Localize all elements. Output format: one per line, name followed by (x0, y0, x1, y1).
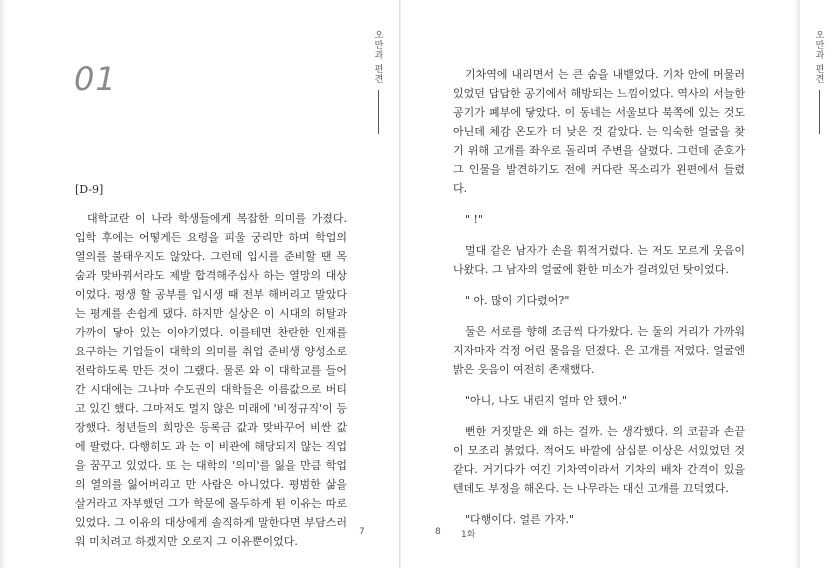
chapter-title-footer: 1화 (461, 530, 476, 540)
running-head-right (812, 30, 826, 134)
page-number-right: 8 (435, 527, 441, 537)
dialogue-line: "다행이다. 얼른 가자." (465, 513, 575, 526)
running-head-left (371, 30, 385, 134)
body-paragraph: 멀대 같은 남자가 손을 휘적거렸다. 는 저도 모르게 웃음이 나왔다. 그 남자의 얼굴에 환한 미소가 걸려있던 탓이었다. (453, 244, 745, 276)
dialogue-line: "아니, 나도 내린지 얼마 안 됐어." (465, 394, 628, 407)
running-head-label: 오만과 편견 (372, 30, 383, 84)
page-edge-left (0, 0, 6, 568)
right-page-body (453, 65, 745, 529)
body-paragraph: 뻔한 거짓말은 왜 하는 걸까. 는 생각했다. 의 코끝과 손끝이 모조리 붉었다. 적어도 바깥에 삼십분 이상은 서있었던 것 같다. 거기다가 여긴 기차역이라서 기차의 배차 간격이 있을 텐데도 부정을 해온다. 는 나무라는 대신 고개를 끄덕였다. (453, 425, 745, 495)
chapter-number: 01 (74, 60, 117, 98)
left-page-body (75, 180, 347, 551)
left-page (0, 0, 399, 568)
body-paragraph: 기차역에 내리면서 는 큰 숨을 내뱉었다. 기차 안에 머물러 있었던 답답한 공기에서 해방되는 느낌이었다. 역사의 서늘한 공기가 폐부에 닿았다. 이 동네는 서울보다 북쪽에 있는 것도 아닌데 체감 온도가 더 낮은 것 같았다. 는 익숙한 얼굴을 찾기 위해 고개를 좌우로 돌리며 주변을 살폈다. 그런데 준호가 그 인물을 발견하기도 전에 커다란 목소리가 왼편에서 들렸다. (453, 68, 745, 195)
dialogue-line: " !" (465, 213, 484, 226)
day-marker: [D-9] (75, 183, 104, 196)
right-page (401, 0, 824, 568)
running-head-label: 오만과 편견 (813, 30, 824, 84)
running-head-rule (378, 90, 379, 134)
body-paragraph: 둘은 서로를 향해 조금씩 다가왔다. 는 둘의 거리가 가까워지자마자 걱정 어린 물음을 던졌다. 은 고개를 저었다. 얼굴엔 밝은 웃음이 여전히 존재했다. (453, 325, 745, 376)
dialogue-line: " 아. 많이 기다렸어?" (465, 294, 570, 307)
body-paragraph: 대학교란 이 나라 학생들에게 복잡한 의미를 가졌다. 입학 후에는 어떻게든 요령을 피울 궁리만 하며 학업의 열의를 불태우지도 않았다. 그런데 입시를 준비할 땐 목숨과 맞바꿔서라도 제발 합격해주십사 하는 열망의 대상이었다. 평생 할 공부를 입시생 때 전부 해버리고 말았다는 평계를 손쉽게 댔다. 하지만 실상은 이 시대의 허탈과 가까이 닿아 있는 이야기였다. 이를테면 찬란한 인재를 요구하는 기업들이 대학의 의미를 취업 준비생 양성소로 전락하도록 만든 것이 그랬다. 물론 와 이 대학교를 들어간 시대에는 그나마 수도권의 대학들은 이름값으로 버티고 있긴 했다. 그마저도 멀지 않은 미래에 '비정규직'이 등장했다. 청년들의 희망은 등록금 값과 맞바꾸어 비싼 값에 팔렸다. 다행히도 과 는 이 비관에 해당되지 않는 직업을 꿈꾸고 있었다. 또 는 대학의 '의미'를 잃을 만큼 학업의 열의를 잃어버리고 만 사람은 아니었다. 평범한 삶을 살거라고 자부했던 그가 학문에 몰두하게 된 이유는 따로 있었다. 그 이유의 대상에게 솔직하게 말한다면 부담스러워 미치려고 하겠지만 오로지 그 이유뿐이었다. (75, 212, 347, 548)
page-edge-right (794, 0, 800, 568)
running-head-rule (819, 90, 820, 134)
page-number-left: 7 (359, 527, 365, 537)
